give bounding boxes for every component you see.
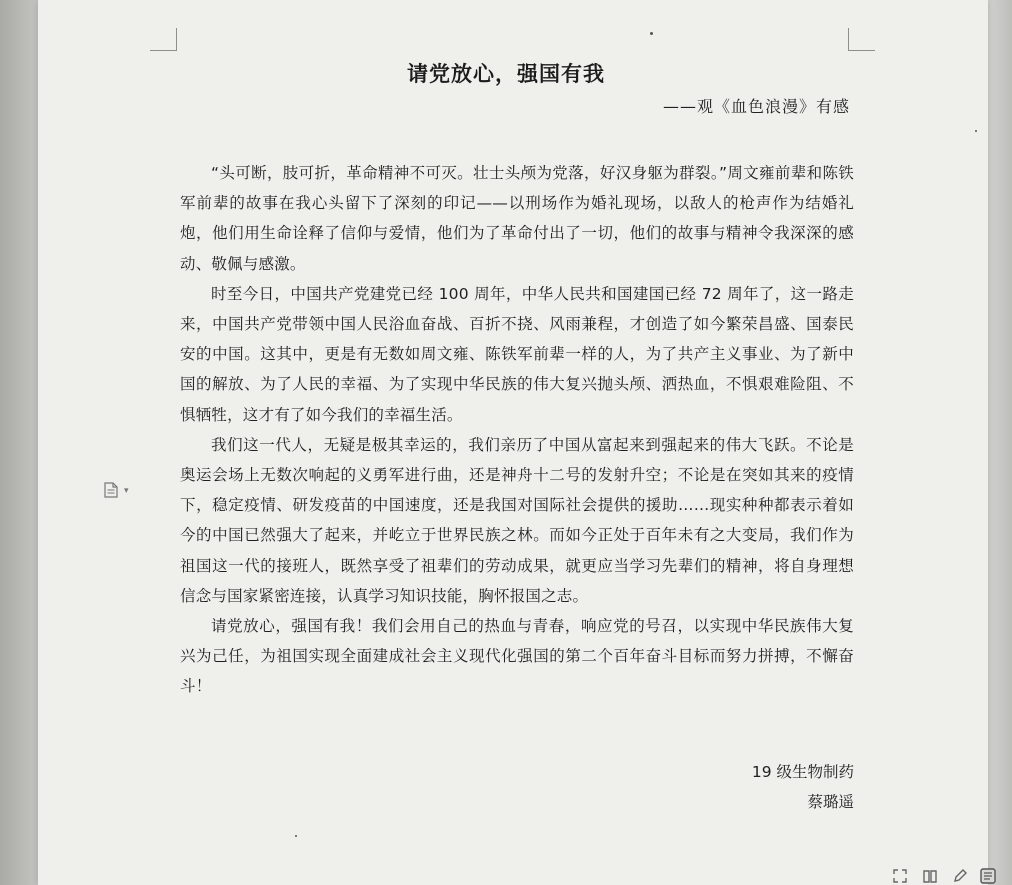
fullscreen-icon[interactable]: [892, 868, 908, 884]
status-bar: [880, 866, 1012, 885]
signature-class: 19 级生物制药: [751, 763, 854, 781]
paragraph-4: 请党放心，强国有我！我们会用自己的热血与青春，响应党的号召，以实现中华民族伟大复兴为己任，为祖国实现全面建成社会主义现代化强国的第二个百年奋斗目标而努力拼搏，不懈奋斗！: [180, 617, 854, 696]
right-scroll-area[interactable]: [988, 0, 1012, 885]
left-window-edge: [0, 0, 38, 885]
speck: [975, 130, 977, 132]
signature-name: 蔡璐遥: [807, 793, 854, 811]
document-title: 请党放心，强国有我: [407, 62, 605, 86]
document-icon[interactable]: [104, 482, 118, 498]
paragraph-3: 我们这一代人，无疑是极其幸运的，我们亲历了中国从富起来到强起来的伟大飞跃。不论是奥运会场上无数次响起的义勇军进行曲，还是神舟十二号的发射升空；不论是在突如其来的疫情下，稳定疫情、研发疫苗的中国速度，还是我国对国际社会提供的援助……现实种种都表示着如今的中国已然强大了起来，并屹立于世界民族之林。而如今正处于百年未有之大变局，我们作为祖国这一代的接班人，既然享受了祖辈们的劳动成果，就更应当学习先辈们的精神，将自身理想信念与国家紧密连接，认真学习知识技能，胸怀报国之志。: [180, 435, 854, 605]
edit-icon[interactable]: [952, 868, 968, 884]
chevron-down-icon[interactable]: ▾: [124, 486, 129, 496]
document-subtitle: ——观《血色浪漫》有感: [662, 97, 850, 116]
paragraph-2: 时至今日，中国共产党建党已经 100 周年，中华人民共和国建国已经 72 周年了，这一路走来，中国共产党带领中国人民浴血奋战、百折不挠、风雨兼程，才创造了如今繁荣昌盛、国泰民安的中国。这其中，更是有无数如周文雍、陈铁军前辈一样的人，为了共产主义事业、为了新中国的解放、为了人民的幸福、为了实现中华民族的伟大复兴抛头颅、洒热血，不惧艰难险阻、不惧牺牲，这才有了如今我们的幸福生活。: [180, 284, 854, 424]
book-icon[interactable]: [922, 868, 938, 884]
document-body[interactable]: [180, 158, 854, 702]
margin-corner-top-right: [848, 28, 875, 51]
paragraph-1: “头可断，肢可折，革命精神不可灭。壮士头颅为党落，好汉身躯为群裂。”周文雍前辈和陈铁军前辈的故事在我心头留下了深刻的印记——以刑场作为婚礼现场，以敌人的枪声作为结婚礼炮，他们用生命诠释了信仰与爱情，他们为了革命付出了一切，他们的故事与精神令我深深的感动、敬佩与感激。: [180, 164, 854, 273]
page-view-icon[interactable]: [980, 868, 996, 884]
speck: [650, 32, 653, 35]
margin-corner-top-left: [150, 28, 177, 51]
speck: [295, 835, 297, 837]
